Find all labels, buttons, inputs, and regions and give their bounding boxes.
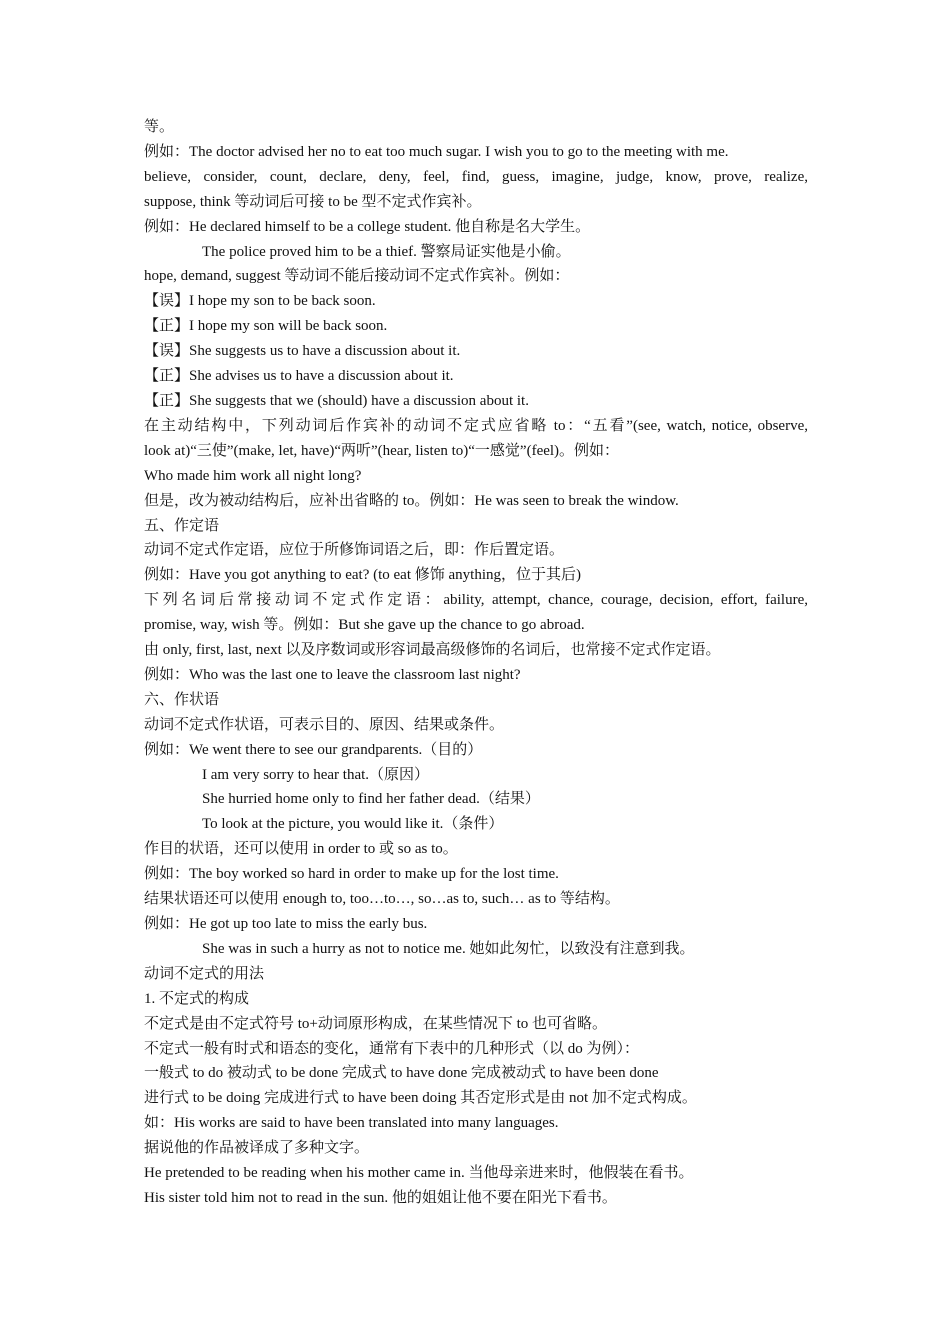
text-line: She was in such a hurry as not to notice me. 她如此匆忙，以致没有注意到我。 (202, 940, 695, 957)
text-line: His sister told him not to read in the sun. 他的姐姐让他不要在阳光下看书。 (144, 1189, 617, 1206)
text-line: 不定式是由不定式符号 to+动词原形构成，在某些情况下 to 也可省略。 (144, 1015, 608, 1032)
text-line: 例如：Have you got anything to eat? (to eat 修饰 anything，位于其后) (144, 567, 582, 584)
text-line: I am very sorry to hear that.（原因） (202, 766, 430, 783)
text-line: 如：His works are said to have been translated into many languages. (144, 1115, 559, 1132)
text-line: 动词不定式作定语，应位于所修饰词语之后，即：作后置定语。 (144, 542, 565, 559)
text-line: 结果状语还可以使用 enough to, too…to…, so…as to, such… as to 等结构。 (144, 891, 620, 908)
text-line: 【正】She suggests that we (should) have a discussion about it. (144, 392, 529, 409)
text-line: 等。 (144, 119, 175, 135)
section-heading: 1. 不定式的构成 (144, 990, 250, 1007)
text-line: 例如：He declared himself to be a college student. 他自称是名大学生。 (144, 218, 591, 235)
text-line: promise, way, wish 等。例如：But she gave up the chance to go abroad. (144, 617, 585, 634)
text-line: suppose, think 等动词后可接 to be 型不定式作宾补。 (144, 193, 482, 210)
text-line: look at)“三使”(make, let, have)“两听”(hear, listen to)“一感觉”(feel)。例如： (144, 442, 620, 459)
section-heading: 动词不定式的用法 (144, 965, 265, 982)
text-line: 下列名词后常接动词不定式作定语：ability, attempt, chance, courage, decision, effort, failure, (144, 592, 808, 609)
text-line: 动词不定式作状语，可表示目的、原因、结果或条件。 (144, 716, 505, 733)
text-line: 例如：He got up too late to miss the early bus. (144, 916, 428, 932)
text-line: believe, consider, count, declare, deny, feel, find, guess, imagine, judge, know, prove, realize, (144, 168, 808, 185)
text-line: 【正】I hope my son will be back soon. (144, 318, 388, 335)
text-line: 例如：Who was the last one to leave the classroom last night? (144, 666, 521, 683)
text-line: 例如：We went there to see our grandparents.（目的） (144, 741, 483, 758)
section-heading: 五、作定语 (144, 517, 220, 534)
text-line: 据说他的作品被译成了多种文字。 (144, 1140, 370, 1157)
text-line: 不定式一般有时式和语态的变化，通常有下表中的几种形式（以 do 为例）： (144, 1040, 640, 1057)
section-heading: 六、作状语 (144, 691, 220, 708)
document-body (144, 115, 808, 1211)
text-line: 【误】I hope my son to be back soon. (144, 293, 376, 310)
text-line: 例如：The boy worked so hard in order to make up for the lost time. (144, 866, 559, 883)
text-line: 进行式 to be doing 完成进行式 to have been doing 其否定形式是由 not 加不定式构成。 (144, 1090, 697, 1107)
text-line: 一般式 to do 被动式 to be done 完成式 to have done 完成被动式 to have been done (144, 1065, 659, 1082)
text-line: 【误】She suggests us to have a discussion about it. (144, 343, 461, 360)
text-line: Who made him work all night long? (144, 467, 362, 484)
text-line: 在主动结构中，下列动词后作宾补的动词不定式应省略 to：“五看”(see, watch, notice, observe, (144, 417, 808, 434)
text-line: 作目的状语，还可以使用 in order to 或 so as to。 (144, 841, 458, 858)
text-line: hope, demand, suggest 等动词不能后接动词不定式作宾补。例如： (144, 268, 570, 285)
text-line: The police proved him to be a thief. 警察局证实他是小偷。 (202, 243, 571, 260)
text-line: 例如：The doctor advised her no to eat too much sugar. I wish you to go to the meeting with me. (144, 143, 729, 160)
text-line: 由 only, first, last, next 以及序数词或形容词最高级修饰的名词后，也常接不定式作定语。 (144, 642, 721, 659)
text-line: He pretended to be reading when his mother came in. 当他母亲进来时，他假装在看书。 (144, 1165, 694, 1182)
text-line: 【正】She advises us to have a discussion about it. (144, 368, 454, 385)
text-line: 但是，改为被动结构后，应补出省略的 to。例如：He was seen to break the window. (144, 492, 679, 509)
text-line: To look at the picture, you would like it.（条件） (202, 816, 504, 833)
text-line: She hurried home only to find her father dead.（结果） (202, 791, 540, 808)
